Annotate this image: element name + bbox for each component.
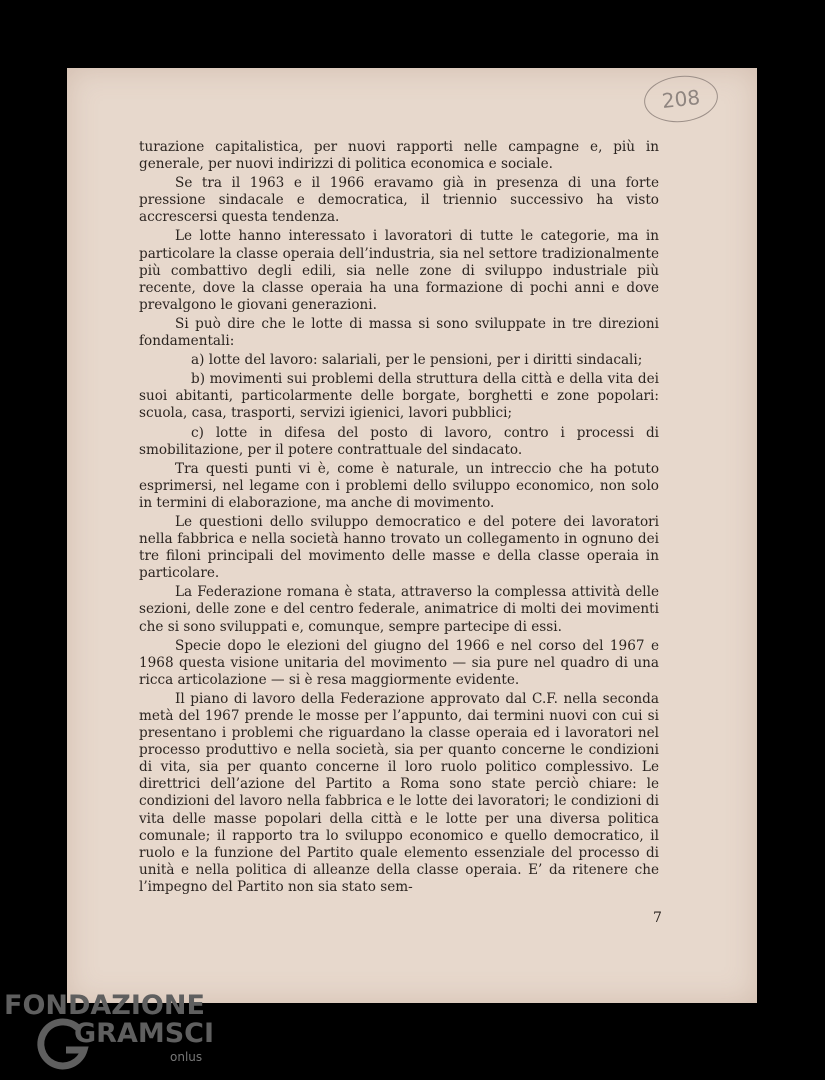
paragraph: Le lotte hanno interessato i lavoratori di tutte le categorie, ma in particolare la classe operaia dell’industria, sia nel settore tradizionalmente più combattivo degli edili, sia nelle zone di sviluppo industriale più recente, dove la classe operaia ha una formazione di pochi anni e dove prevalgono le giovani generazioni. <box>139 228 659 313</box>
list-item: c) lotte in difesa del posto di lavoro, contro i processi di smobilitazione, per il potere contrattuale del sindacato. <box>139 424 659 458</box>
paragraph: Tra questi punti vi è, come è naturale, un intreccio che ha potuto esprimersi, nel legame con i problemi dello sviluppo economico, non solo in termini di elaborazione, ma anche di movimento. <box>139 460 659 511</box>
logo-subtitle: onlus <box>170 1050 203 1064</box>
logo-line1: FONDAZIONE <box>4 990 205 1021</box>
fondazione-gramsci-logo <box>4 990 215 1076</box>
paragraph: Si può dire che le lotte di massa si sono sviluppate in tre direzioni fondamentali: <box>139 315 659 350</box>
document-page <box>67 68 757 1003</box>
list-item: b) movimenti sui problemi della struttura della città e della vita dei suoi abitanti, particolarmente delle borgate, borghetti e zone popolari: scuola, casa, trasporti, servizi igienici, lavori pubblici; <box>139 371 659 422</box>
paragraph: Le questioni dello sviluppo democratico e del potere dei lavoratori nella fabbrica e nella società hanno trovato un collegamento in ognuno dei tre filoni principali del movimento delle masse e della classe operaia in particolare. <box>139 513 659 582</box>
paragraph: Se tra il 1963 e il 1966 eravamo già in presenza di una forte pressione sindacale e democratica, il triennio successivo ha visto accrescersi questa tendenza. <box>139 175 659 226</box>
paragraph: La Federazione romana è stata, attraverso la complessa attività delle sezioni, delle zone e del centro federale, animatrice di molti dei movimenti che si sono sviluppati e, comunque, sempre partecipe di essi. <box>139 584 659 635</box>
archive-number-mark: 208 <box>642 72 720 125</box>
paragraph: Specie dopo le elezioni del giugno del 1966 e nel corso del 1967 e 1968 questa visione unitaria del movimento — sia pure nel quadro di una ricca articolazione — si è resa maggiormente evidente. <box>139 637 659 688</box>
page-number: 7 <box>653 910 662 926</box>
logo-line2: GRAMSCI <box>74 1018 215 1049</box>
paragraph: Il piano di lavoro della Federazione approvato dal C.F. nella seconda metà del 1967 prende le mosse per l’appunto, dai termini nuovi con cui si presentano i problemi che riguardano la classe operaia ed i lavoratori nel processo produttivo e nella società, sia per quanto concerne le condizioni di vita, sia per quanto concerne il loro ruolo politico complessivo. Le direttrici dell’azione del Partito a Roma sono state perciò chiare: le condizioni del lavoro nella fabbrica e le lotte dei lavoratori; le condizioni di vita delle masse popolari della città e le lotte per una diversa politica comunale; il rapporto tra lo sviluppo economico e quello democratico, il ruolo e la funzione del Partito quale elemento essenziale del processo di unità e nella politica di alleanze della classe operaia. E’ da ritenere che l’impegno del Partito non sia stato sem- <box>139 690 659 895</box>
paragraph: turazione capitalistica, per nuovi rapporti nelle campagne e, più in generale, per nuovi indirizzi di politica economica e sociale. <box>139 139 659 173</box>
list-item: a) lotte del lavoro: salariali, per le pensioni, per i diritti sindacali; <box>191 352 643 369</box>
body-text <box>139 139 659 898</box>
